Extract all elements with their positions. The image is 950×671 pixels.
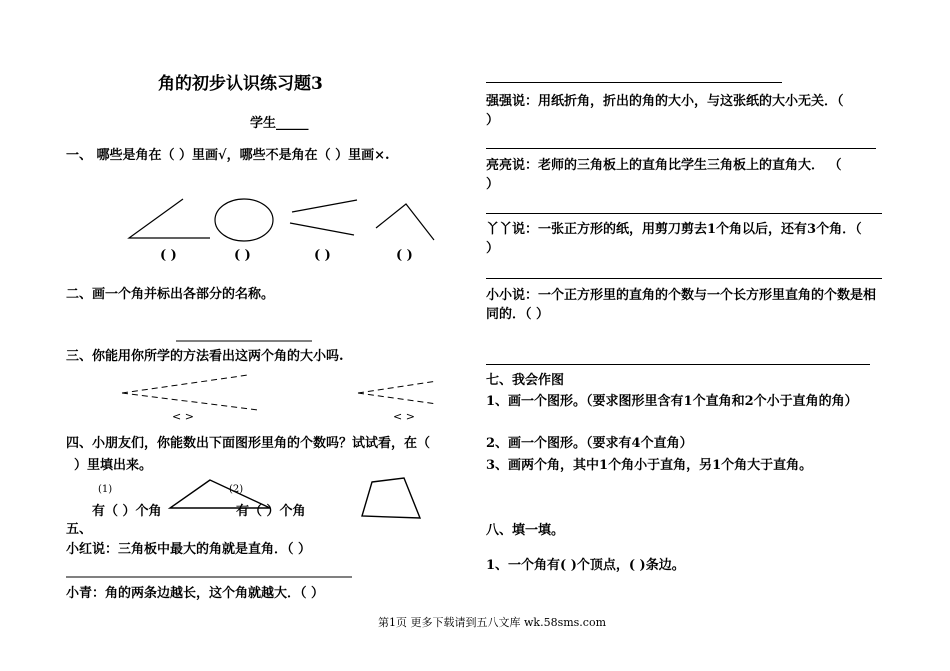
liangliang-answer-line [486, 213, 882, 214]
fig1-blank: ( ) [160, 248, 177, 263]
yaya-answer-line [486, 278, 882, 279]
q4-label-2: (2) [229, 484, 244, 495]
statement-xiaohong: 小红说：三角板中最大的角就是直角．（ ） [66, 542, 312, 557]
statement-yaya: 丫丫说：一张正方形的纸，用剪刀剪去1个角以后，还有3个角．（ [486, 222, 862, 237]
question-2: 二、画一个角并标出各部分的名称。 [66, 287, 275, 302]
student-name-label: 学生_____ [250, 116, 309, 131]
page-title: 角的初步认识练习题3 [158, 74, 323, 94]
question-4-line2: ）里填出来。 [74, 458, 153, 473]
q4-answer-2: 有（ ）个角 [236, 504, 306, 519]
q4-answer-1: 有（ ）个角 [92, 504, 162, 519]
statement-xiaoqing: 小青：角的两条边越长，这个角就越大．（ ） [66, 586, 325, 601]
xiaoxiao-answer-line [486, 364, 870, 365]
statement-xiaoxiao: 小小说：一个正方形里的直角的个数与一个长方形里直角的个数是相 [486, 288, 877, 303]
q3-angle-b-upper [358, 381, 437, 393]
figure-line-upper [292, 200, 357, 212]
q3-angle-a-upper [122, 375, 248, 393]
page-footer: 第1页 更多下载请到五八文库 wk.58sms.com [378, 616, 606, 629]
qiangqiang-answer-line [486, 148, 876, 149]
q3-angle-b-marks: < > [393, 410, 415, 423]
question-7-3: 3、画两个角，其中1个角小于直角，另1个角大于直角。 [486, 458, 813, 473]
statement-liangliang: 亮亮说：老师的三角板上的直角比学生三角板上的直角大． （ [486, 158, 842, 173]
figure-circle [215, 199, 273, 241]
statement-yaya-end: ） [486, 241, 500, 256]
question-7: 七、我会作图 [486, 373, 565, 388]
question-8: 八、填一填。 [486, 523, 565, 538]
statement-qiangqiang: 强强说：用纸折角，折出的角的大小，与这张纸的大小无关．（ [486, 94, 844, 109]
figure-angle-1 [129, 199, 210, 238]
statement-xiaoxiao-end: 同的．（ ） [486, 307, 550, 322]
question-3: 三、你能用你所学的方法看出这两个角的大小吗. [66, 349, 344, 364]
question-5: 五、 [66, 522, 93, 537]
statement-qiangqiang-end: ） [486, 113, 500, 128]
question-8-1: 1、一个角有( )个顶点，( )条边。 [486, 558, 685, 573]
figure-line-lower [290, 223, 354, 235]
statement-liangliang-end: ） [486, 177, 500, 192]
fig4-blank: ( ) [396, 248, 413, 263]
question-1: 一、 哪些是角在（ ）里画√，哪些不是角在（ ）里画×. [66, 148, 390, 163]
q4-label-1: (1) [98, 484, 113, 495]
question-7-1: 1、画一个图形。（要求图形里含有1个直角和2个小于直角的角） [486, 394, 858, 409]
q3-angle-b-lower [358, 393, 437, 404]
figure-angle-4 [376, 204, 434, 240]
right-top-line [486, 82, 782, 83]
question-4-line1: 四、小朋友们，你能数出下面图形里角的个数吗？试试看，在（ [66, 436, 431, 451]
fig3-blank: ( ) [314, 248, 331, 263]
fig2-blank: ( ) [234, 248, 251, 263]
q3-angle-a-lower [122, 393, 258, 410]
q4-quadrilateral [362, 478, 420, 518]
q3-angle-a-marks: < > [172, 410, 194, 423]
question-7-2: 2、画一个图形。（要求有4个直角） [486, 436, 693, 451]
